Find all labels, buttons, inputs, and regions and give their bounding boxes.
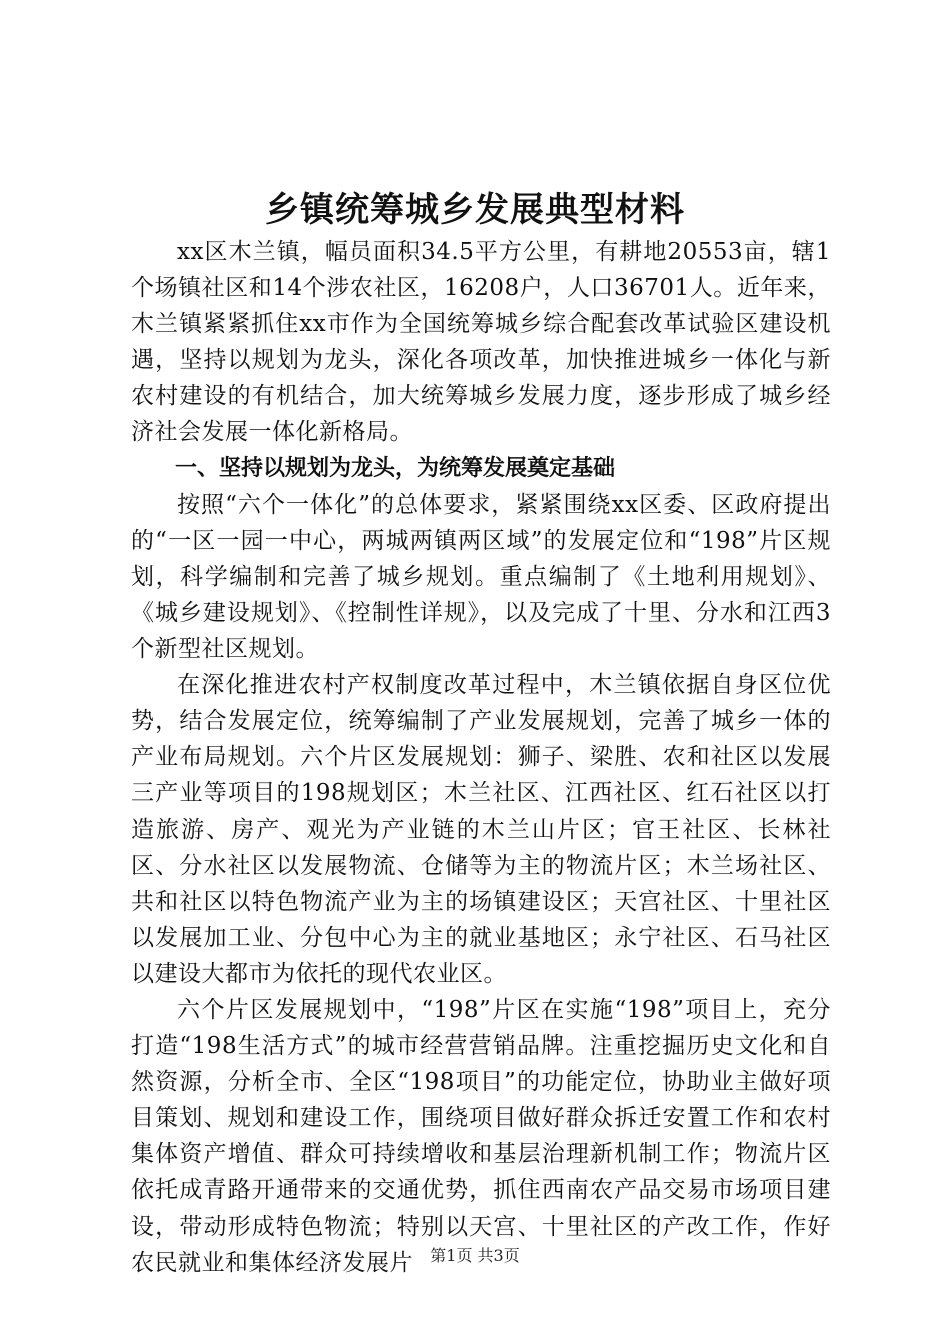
planning-paragraph: 按照“六个一体化”的总体要求，紧紧围绕xx区委、区政府提出的“一区一园一中心，两城两镇两区域”的发展定位和“198”片区规划，科学编制和完善了城乡规划。重点编制了《土地利用规划》、《城乡建设规划》、《控制性详规》，以及完成了十里、分水和江西3个新型社区规划。	[131, 491, 831, 663]
page-footer: 第1页 共3页	[430, 1246, 520, 1265]
section-heading: 一、坚持以规划为龙头，为统筹发展奠定基础	[175, 455, 616, 481]
document-title: 乡镇统筹城乡发展典型材料	[265, 190, 685, 230]
industry-paragraph: 在深化推进农村产权制度改革过程中，木兰镇依据自身区位优势，结合发展定位，统筹编制了产业发展规划，完善了城乡一体的产业布局规划。六个片区发展规划：狮子、梁胜、农和社区以发展三产业等项目的198规划区；木兰社区、江西社区、红石社区以打造旅游、房产、观光为产业链的木兰山片区；官王社区、长林社区、分水社区以发展物流、仓储等为主的物流片区；木兰场社区、共和社区以特色物流产业为主的场镇建设区；天宫社区、十里社区以发展加工业、分包中心为主的就业基地区；永宁社区、石马社区以建设大都市为依托的现代农业区。	[131, 672, 831, 987]
district-paragraph: 六个片区发展规划中，“198”片区在实施“198”项目上，充分打造“198生活方式”的城市经营营销品牌。注重挖掘历史文化和自然资源，分析全市、全区“198项目”的功能定位，协助业主做好项目策划、规划和建设工作，围绕项目做好群众拆迁安置工作和农村集体资产增值、群众可持续增收和基层治理新机制工作；物流片区依托成青路开通带来的交通优势，抓住西南农产品交易市场项目建设，带动形成特色物流；特别以天宫、十里社区的产改工作，作好农民就业和集体经济发展片	[131, 996, 831, 1276]
document-body	[131, 234, 831, 1281]
intro-paragraph: xx区木兰镇，幅员面积34.5平方公里，有耕地20553亩，辖1个场镇社区和14个涉农社区，16208户，人口36701人。近年来，木兰镇紧紧抓住xx市作为全国统筹城乡综合配套改革试验区建设机遇，坚持以规划为龙头，深化各项改革，加快推进城乡一体化与新农村建设的有机结合，加大统筹城乡发展力度，逐步形成了城乡经济社会发展一体化新格局。	[131, 239, 831, 446]
